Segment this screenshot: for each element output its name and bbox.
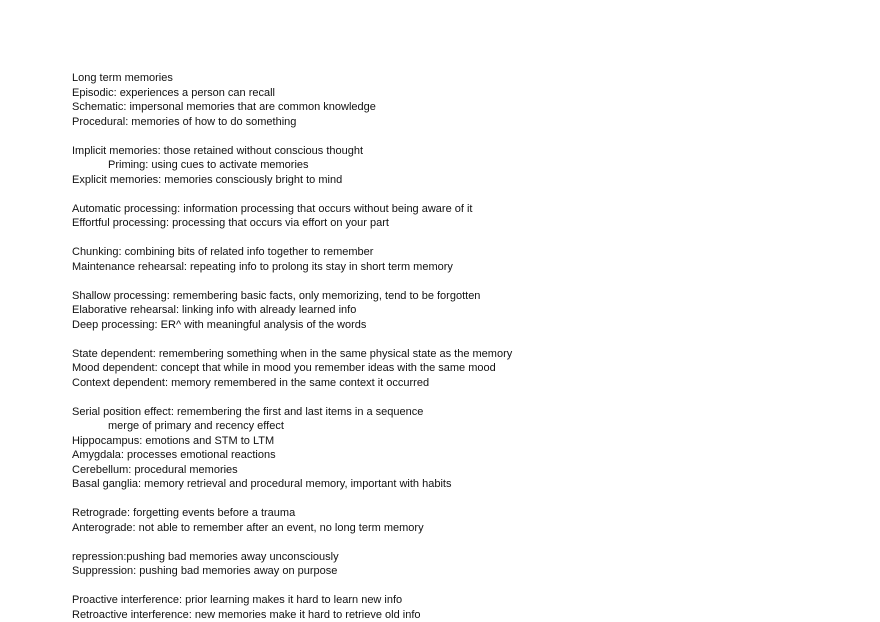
note-line: Cerebellum: procedural memories (72, 463, 852, 478)
note-line-indented: merge of primary and recency effect (72, 419, 852, 434)
blank-line (72, 129, 852, 144)
note-line: Anterograde: not able to remember after an event, no long term memory (72, 521, 852, 536)
note-line: Retrograde: forgetting events before a trauma (72, 506, 852, 521)
note-line: Elaborative rehearsal: linking info with already learned info (72, 303, 852, 318)
blank-line (72, 579, 852, 594)
blank-line (72, 274, 852, 289)
blank-line (72, 492, 852, 507)
note-line: Mood dependent: concept that while in mood you remember ideas with the same mood (72, 361, 852, 376)
note-line: Basal ganglia: memory retrieval and procedural memory, important with habits (72, 477, 852, 492)
note-line: Context dependent: memory remembered in the same context it occurred (72, 376, 852, 391)
note-line: Amygdala: processes emotional reactions (72, 448, 852, 463)
note-line: Shallow processing: remembering basic facts, only memorizing, tend to be forgotten (72, 289, 852, 304)
note-line: State dependent: remembering something when in the same physical state as the memory (72, 347, 852, 362)
note-line: Episodic: experiences a person can recall (72, 86, 852, 101)
note-line: Serial position effect: remembering the first and last items in a sequence (72, 405, 852, 420)
note-line: Retroactive interference: new memories make it hard to retrieve old info (72, 608, 852, 622)
note-line: repression:pushing bad memories away unconsciously (72, 550, 852, 565)
note-line: Long term memories (72, 71, 852, 86)
note-line: Effortful processing: processing that occurs via effort on your part (72, 216, 852, 231)
blank-line (72, 535, 852, 550)
note-line: Hippocampus: emotions and STM to LTM (72, 434, 852, 449)
note-line: Implicit memories: those retained without conscious thought (72, 144, 852, 159)
blank-line (72, 187, 852, 202)
notes-body (72, 71, 852, 622)
note-line: Explicit memories: memories consciously bright to mind (72, 173, 852, 188)
blank-line (72, 231, 852, 246)
note-line: Proactive interference: prior learning makes it hard to learn new info (72, 593, 852, 608)
note-line-indented: Priming: using cues to activate memories (72, 158, 852, 173)
blank-line (72, 390, 852, 405)
note-line: Chunking: combining bits of related info together to remember (72, 245, 852, 260)
note-line: Suppression: pushing bad memories away on purpose (72, 564, 852, 579)
note-line: Schematic: impersonal memories that are common knowledge (72, 100, 852, 115)
note-line: Procedural: memories of how to do something (72, 115, 852, 130)
note-line: Automatic processing: information processing that occurs without being aware of it (72, 202, 852, 217)
note-line: Deep processing: ER^ with meaningful analysis of the words (72, 318, 852, 333)
note-line: Maintenance rehearsal: repeating info to prolong its stay in short term memory (72, 260, 852, 275)
blank-line (72, 332, 852, 347)
